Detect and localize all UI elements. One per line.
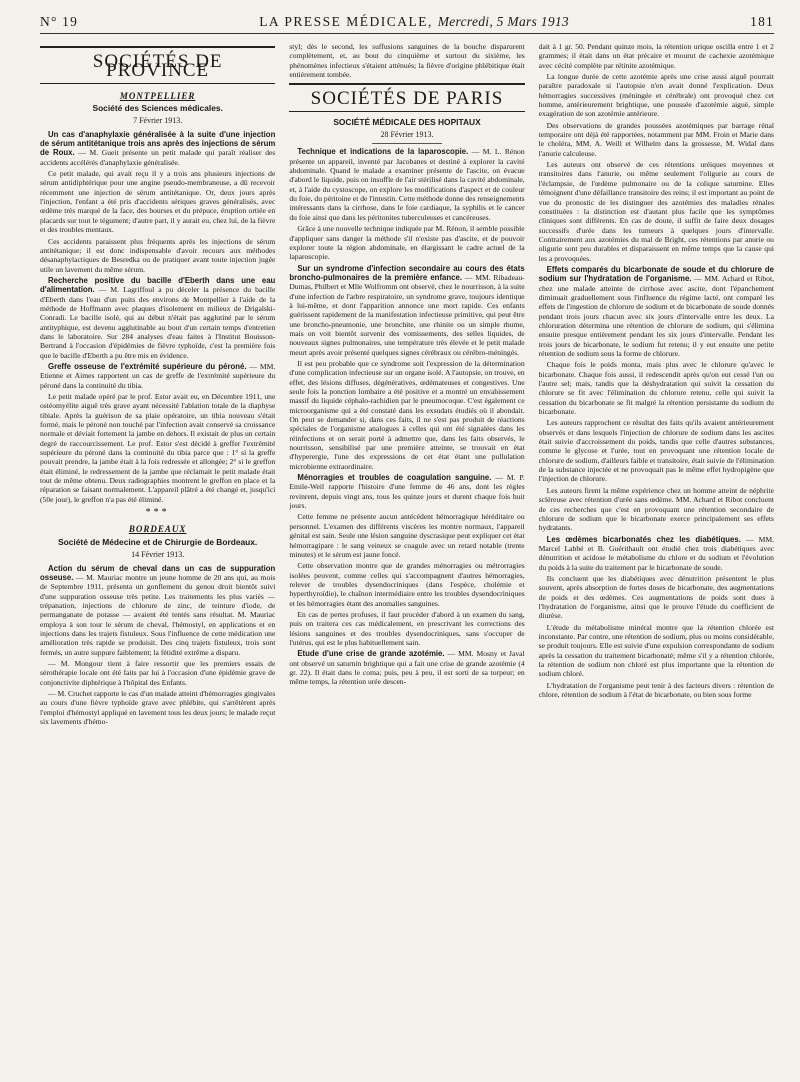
issue-number: N° 19	[40, 14, 79, 29]
article-paragraph	[40, 276, 275, 360]
article-paragraph: Il est peu probable que ce syndrome soit l'expression de la détermination d'une complication infectieuse sur un organe isolé. A l'autopsie, on trouve, en effet, des lésions diffuses, dégénératives, œdémateuses et congestives. Une seule fois la ponction lombaire a été positive et a montré un envahissement massif du liquide céphalo-rachidien par le pneumocoque. C'est également ce microorganisme qui a été constaté dans les exsudats étudiés où il abondait. On peut se demander si, dans ces faits, il ne s'est pas produit de réactions spéciales de l'organisme analogues à celles qui ont été signalées dans les réinfections et on serait porté à admettre que, dans les faits observés, le nourrisson, sensibilisé par une première atteinte, se trouvait en état d'hyperergie, l'une des expressions de cet état étant une pullulation microbienne extraordinaire.	[289, 358, 525, 471]
article-paragraph	[40, 130, 275, 167]
article-paragraph: Le petit malade opéré par le prof. Estor avait eu, en Décembre 1911, une ostéomyélite aiguë très grave ayant nécessité l'ablation totale de la diaphyse tibiale. Après la guérison de sa plaie opératoire, un tibia nouveau s'était formé, mais le péroné non touché par l'infection avait conservé sa croissance normale et déviait fortement la jambe en dehors. Il existait de plus un certain degré de raccourcissement. Le prof. Estor s'est décidé à greffer l'extrémité supérieure du péroné dans la continuité du tibia parce que : 1° si la greffe pouvait prendre, la jambe était à la fois redressée et allongée; 2° si le greffon était éliminé, le redressement de la jambe que réclamait le petit malade était tout de même obtenu. Deux radiographies montrent le greffon en place et la réparation se faisant normalement. L'appareil plâtré a été changé et, jusqu'ici (50e jour), le greffon n'a pas été éliminé.	[40, 392, 276, 504]
article-paragraph: Cette femme ne présente aucun antécédent hémorragique héréditaire ou personnel. L'examen des différents viscères les montre normaux, l'appareil génital est sain. Seule une lésion sanguine dyscrasique peut expliquer cet état hémorragipare : le sang veineux se coagule avec un retard notable (trente minutes) et le sérum est jaune foncé.	[289, 512, 525, 559]
society-name: SOCIÉTÉ MÉDICALE DES HOPITAUX	[333, 116, 481, 127]
article-text: — MM. Marcel Labbé et B. Guérithault ont étudié chez trois diabétiques avec dénutrition et acidose le métabolisme du chlore et du sodium et l'évolution du poids à la suite du traitement par le bicarbonate de soude.	[538, 534, 774, 572]
article-paragraph: Chaque fois le poids monta, mais plus avec le chlorure qu'avec le bicarbonate. Chaque fois aussi, il redescendit après qu'on eut cessé l'un ou l'autre sel; mais, tandis que la déshydratation qui suivit la cessation du chlorure se fit avec l'élimination du chlorure retenu, celle qui suivit la cessation du bicarbonate se fit malgré la rétention persistante du sodium du bicarbonate.	[538, 360, 774, 417]
society-name: Société des Sciences médicales.	[92, 103, 223, 114]
session-date: 28 Février 1913.	[380, 130, 434, 140]
article-title: Les œdèmes bicarbonatés chez les diabétiques.	[546, 534, 741, 544]
article-paragraph	[539, 265, 774, 358]
article-paragraph: L'hydratation de l'organisme peut tenir à des facteurs divers : rétention de chlore, rétention de sodium à l'état de bicarbonate, ou bien sous forme	[538, 680, 774, 700]
column-2	[289, 42, 524, 728]
article-text: — MM. Ribadeau-Dumas, Philbert et Mlle Wolfromm ont observé, chez le nourrisson, à la suite d'une infection de l'arbre respiratoire, un syndrome grave, toujours identique à lui-même, et dont l'apparition annonce une mort rapide. Ces enfants guérissent rapidement de la manifestation infectieuse primitive, qui peut être une broncho-pneumonie, une bronchite, une rhinite ou un simple rhume, mais on voit bientôt survenir des vomissements, des selles liquides, de nouveaux signes pulmonaires, une température très élevée et le petit malade meurt après avoir présenté quelques signes cérébraux ou cérébro-méningés.	[289, 272, 525, 357]
article-paragraph	[289, 473, 524, 510]
article-title: Etude d'une crise de grande azotémie.	[297, 649, 445, 659]
session-date: 14 Février 1913.	[131, 550, 185, 560]
running-header	[40, 14, 774, 34]
article-paragraph: En cas de pertes profuses, il faut procéder d'abord à un examen du sang, puis on traitera ces cas médicalement, en prescrivant les corrections des lésions sanguines et des troubles dysendocriniques, sans s'occuper de l'utérus, qui est le plus habituellement sain.	[289, 609, 525, 647]
issue-date: Mercredi, 5 Mars 1913	[437, 14, 569, 29]
article-paragraph: — M. Cruchet rapporte le cas d'un malade atteint d'hémorragies gingivales au cours d'une fièvre typhoïde grave avec phlébite, qui s'arrêtèrent après l'emploi d'hémostyl appliqué en lavement tous les deux jours; le malade reçut six lavements d'hémo-	[40, 688, 276, 726]
page-number: 181	[750, 14, 774, 29]
article-text: — M. P. Emile-Weil rapporte l'histoire d'une femme de 46 ans, dont les règles revinrent, depuis vingt ans, tous les quinze jours et durent chaque fois huit jours.	[289, 473, 525, 511]
article-title: Effets comparés du bicarbonate de soude et du chlorure de sodium sur l'hydratation de l'organisme.	[538, 264, 774, 284]
article-title: Action du sérum de cheval dans un cas de suppuration osseuse.	[40, 563, 276, 582]
article-paragraph: Cette observation montre que de grandes ménorragies ou métrorragies isolées peuvent, comme celles qui s'accompagnent d'autres hémorragies, relever de troubles dysendocriniques (dans l'espèce, cholémie et hyperthyroïdie), le chaînon intermédiaire entre les troubles dysendocriniques et les hémorragies étant des anomalies sanguines.	[289, 561, 525, 608]
article-paragraph	[289, 264, 524, 357]
journal-title	[259, 14, 569, 30]
section-heading: SOCIÉTÉS DE PROVINCE	[92, 51, 223, 82]
article-paragraph: Ce petit malade, qui avait reçu il y a trois ans plusieurs injections de sérum antidiphtérique pour une angine pseudo-membraneuse, a dû recevoir récemment une injection de sérum antitétanique. Or, deux jours après l'injection, l'enfant a été pris d'accidents sériques graves généralisés, avec œdème très marqué de la face, des bourses et du prépuce, éruption ortiée en placards sur tout le tégument; d'autre part, il y aurait eu, chez lui, de la fièvre et des troubles mentaux.	[40, 169, 276, 235]
article-text: — M. Mauriac montre un jeune homme de 20 ans qui, au mois de Septembre 1911, présenta un gonflement du genou droit bientôt suivi d'une suppuration osseuse très petite. Les traitements les plus variés — trépanation, injections de chlorure de zinc, de teinture d'iode, de permanganate de potasse — avaient été tentés sans résultat. M. Mauriac employa à son tour le sérum de cheval, l'hémostyl, en applications et en injections dans les trajets fistuleux. Sous l'influence de cette médication une amélioration très rapide se produisit. Des cinq trajets fistuleux, trois sont fermés, un autre suppure faiblement; la fétidité extrême a disparu.	[40, 572, 276, 657]
city-heading: BORDEAUX	[128, 524, 187, 535]
session-date: 7 Février 1913.	[133, 116, 183, 126]
section-heading-box	[289, 83, 524, 111]
article-text: — M. Gueit présente un petit malade qui paraît réaliser des accidents accélérés d'anaphylaxie généralisée.	[40, 148, 276, 167]
article-paragraph: Ils concluent que les diabétiques avec dénutrition présentent le plus souvent, après absorption de fortes doses de bicarbonate, des augmentations de poids et des œdèmes. Ces augmentations de poids sont dues à l'hydratation de l'organisme, ainsi que le prouve l'étude du coefficient de diurèse.	[538, 573, 774, 621]
article-paragraph	[539, 535, 774, 572]
article-paragraph: La longue durée de cette azotémie après une crise aussi aiguë pourrait paraître paradoxale si l'autopsie n'en avait donné l'explication. Deux hémorragies successives (méningée et cérébrale) ont provoqué chez cet homme, antérieurement brightique, une poussée d'azotémie aiguë, simple exagération de son azotémie antérieure.	[538, 72, 774, 119]
section-separator: ***	[145, 507, 170, 519]
article-text: — MM. Etienne et Aimes rapportent un cas de greffe de l'extrémité supérieure du péroné dans la continuité du tibia.	[40, 361, 276, 390]
article-title: Un cas d'anaphylaxie généralisée à la suite d'une injection de sérum antitétanique trois ans après des injections de sérum de Roux.	[40, 129, 276, 158]
column-3	[539, 42, 774, 728]
section-heading-box	[40, 46, 275, 84]
article-text: — MM. Mosny et Javal ont observé un saturnin brightique qui a fait une crise de grande azotémie (4 gr. 22). Il était dans le coma; puis, peu à peu, il est sorti de sa torpeur; en même temps, la rétention urée descen-	[289, 649, 525, 687]
section-heading: SOCIÉTÉS DE PARIS	[310, 88, 504, 110]
article-title: Sur un syndrome d'infection secondaire au cours des états broncho-pulmonaires de la première enfance.	[289, 263, 525, 282]
article-paragraph: styl; dès le second, les suffusions sanguines de la bouche disparurent complètement, et, au bout du cinquième et surtout du sixième, les phénomènes infectieux s'étaient atténués; la fièvre d'origine phlébitique était entièrement tombée.	[289, 42, 525, 80]
article-text: — MM. Achard et Ribot, chez une malade atteinte de cirrhose avec ascite, dont l'épanchement diminuait graduellement sous l'influence du régime lacté, ont comparé les effets de l'ingestion de chlorure de sodium et de bicarbonate de soude donnés pendant trois jours chacun avec six jours d'intervalle entre les deux. La chloruration détermina une rétention de chlorure de sodium, qui s'élimina ensuite presque entièrement pendant les six jours d'intervalle. Pendant les trois jours de bicarbonate, le sodium fut retenu; il y eut ensuite une petite rétention de sodium sous la forme de chlorure.	[538, 274, 774, 358]
article-paragraph: Ces accidents paraissent plus fréquents après les injections de sérum antitétanique; il est donc indispensable d'avoir recours aux méthodes désanaphylactiques de Besredka ou de pratiquer avant toute injection jugée utile un lavement du même sérum.	[40, 236, 276, 274]
society-name: Société de Médecine et de Chirurgie de Bordeaux.	[58, 536, 258, 547]
article-paragraph	[40, 362, 275, 390]
article-paragraph: Les auteurs ont observé de ces rétentions uréiques moyennes et transitoires dans l'anurie, ou même seulement l'oligurie au cours de l'éclampsie, de l'œdème pulmonaire ou de la colique saturnine. Elles témoignent d'une défaillance transitoire des reins; il est important au point de vue du pronostic de les distinguer des azotémies des maladies rénales constituées : la distinction est d'autant plus facile que les symptômes cliniques sont différents. En cas de doute, il suffit de faire deux dosages successifs d'urée dans les tumeurs à quelques jours d'intervalle. Contrairement aux azotémies du mal de Bright, ces rétentions par anurie ou oligurie sont peu durables et disparaissent en même temps que la cause qui les a provoquées.	[538, 160, 774, 263]
article-paragraph: dait à 1 gr. 50. Pendant quinze mois, la rétention urique oscilla entre 1 et 2 grammes; il était dans un état précaire et mourut de cachexie azotémique avec cécité complète par rétinite azotémique.	[538, 42, 774, 70]
article-paragraph: — M. Mongour tient à faire ressortir que les premiers essais de sérothérapie locale ont été faits par lui à l'occasion d'une épidémie grave de conjonctivite diphtérique à l'hôpital des Enfants.	[40, 658, 276, 687]
article-title: Recherche positive du bacille d'Eberth dans une eau d'alimentation.	[40, 275, 276, 295]
article-paragraph: L'étude du métabolisme minéral montre que la rétention chlorée est inconstante. Par contre, une rétention de sodium, plus ou moins considérable, se produit toujours. Elle est suivie d'une expulsion correspondante de sodium après la cessation du traitement bicarbonaté; même s'il y a rétention chlorée, la rétention de sodium non chloré est plus importante que la rétention de sodium chloré.	[538, 622, 774, 679]
divider	[372, 143, 442, 144]
article-paragraph	[40, 564, 275, 657]
article-title: Greffe osseuse de l'extrémité supérieure du péroné.	[48, 361, 247, 371]
article-text: — M. L. Rénon présente un appareil, inventé par Jacobanes et destiné à explorer la cavité abdominale. Quand le malade a examiner présente de l'ascite, on évacue d'abord le liquide, puis on insuffle de l'air stérilisé dans la cavité abdominale, et, à l'aide du cystoscope, on explore les modifications d'aspect et de couleur du foie, du péritoine et de l'intestin. Cette méthode donne des renseignements intéressants dans la cirrhose, dans le foie cardiaque, la syphilis et le cancer du foie ainsi que dans les péritonites tuberculeuses et cancéreuses.	[289, 147, 525, 222]
article-paragraph: Les auteurs rapprochent ce résultat des faits qu'ils avaient antérieurement observés et dans lesquels l'injection de chlorure de sodium dans les ascites était suivie d'accroissement du poids, tandis que celle d'autres substances, comme le glycose et l'urée, tout en provoquant une rétention locale de chlorure de sodium, d'ailleurs faible et transitoire, était suivie de l'élimination de la substance injectée et ne provoquait pas le même effet hydropigène que l'injection de chlorure.	[538, 418, 774, 484]
article-text: — M. Lagriffoul a pu déceler la présence du bacille d'Eberth dans l'eau d'un puits des environs de Montpellier à l'aide de la méthode de Hoffmann avec plaques d'isolement en milieux de Drigalski-Conradi. Le bacille isolé, qui au début n'était pas agglutiné par le sérum antityphique, est devenu agglutinable au bout d'un certain temps d'entretien dans le laboratoire. Sur 284 analyses d'eau faites à l'Institut Bouisson-Bertrand à l'occasion d'épidémies de fièvre typhoïde, c'est la première fois que le bacille d'Eberth a pu être mis en évidence.	[40, 285, 276, 360]
article-paragraph: Grâce à une nouvelle technique indiquée par M. Rénon, il semble possible d'appliquer sans danger la méthode s'il n'existe pas d'ascite, et de pouvoir explorer toute la région abdominale, en élargissant le cadre actuel de la laparoscopie.	[289, 224, 525, 262]
city-heading: MONTPELLIER	[119, 90, 196, 101]
article-paragraph	[289, 147, 524, 222]
article-title: Technique et indications de la laparoscopie.	[297, 147, 469, 157]
article-paragraph: Les auteurs firent la même expérience chez un homme atteint de néphrite scléreuse avec rétention d'urée sans œdème. MM. Achard et Ribot concluent de ces recherches que c'est en provoquant une rétention secondaire de chlorure de sodium que le bicarbonate exerce principalement ses effets hydratants.	[538, 485, 774, 533]
article-title: Ménorragies et troubles de coagulation sanguine.	[297, 473, 492, 483]
article-paragraph	[289, 649, 524, 686]
journal-name: LA PRESSE MÉDICALE,	[259, 14, 433, 29]
article-paragraph: Des observations de grandes poussées azotémiques par barrage rénal temporaire ont déjà été rapportées, notamment par MM. Froin et Marie dans le choléra, MM. A. Weill et Wilhelm dans la grossesse, M. Widal dans l'anurie calculeuse.	[538, 120, 774, 158]
column-1	[40, 42, 275, 728]
